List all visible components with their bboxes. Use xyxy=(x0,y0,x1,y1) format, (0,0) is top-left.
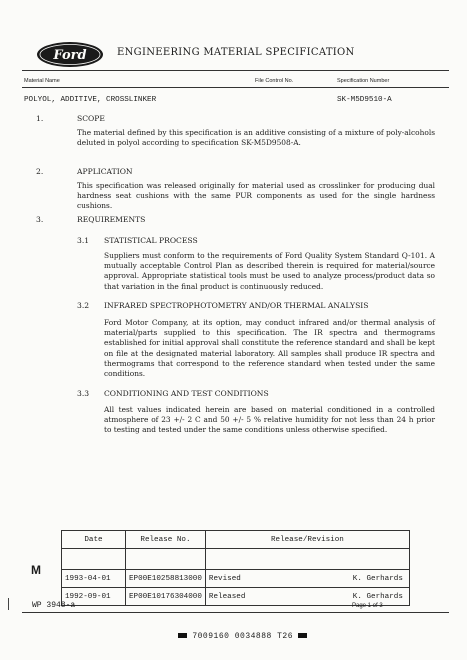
section-heading-requirements: REQUIREMENTS xyxy=(77,215,146,224)
subsection-heading-conditioning: CONDITIONING AND TEST CONDITIONS xyxy=(104,389,269,398)
margin-tick xyxy=(8,598,9,610)
column-header-release-revision: Release/Revision xyxy=(205,531,409,549)
subsection-heading-infrared: INFRARED SPECTROPHOTOMETRY AND/OR THERMAL ANALYSIS xyxy=(104,301,369,310)
barcode-text: 7009160 0034888 T26 xyxy=(192,632,294,641)
barcode-block-right xyxy=(298,633,307,638)
revision-action: Released xyxy=(205,588,277,606)
footer-divider xyxy=(22,612,449,613)
conditioning-text: All test values indicated herein are based on material conditioned in a controlled atmosphere of 23 +/- 2 C and 50 +/- 5 % relative humidity for not less than 24 h prior to testing and tested under the same conditions unless otherwise specified. xyxy=(104,405,435,435)
ford-logo xyxy=(36,41,104,68)
revision-by: K. Gerhards xyxy=(277,570,409,588)
ford-logo-text: Ford xyxy=(53,48,87,63)
section-heading-scope: SCOPE xyxy=(77,114,105,123)
spec-number-label: Specification Number xyxy=(337,78,390,84)
form-number: WP 3948-a xyxy=(32,601,76,610)
section-number: 3. xyxy=(36,215,44,224)
revision-table-header xyxy=(62,531,410,549)
barcode-line xyxy=(178,632,307,641)
document-title: ENGINEERING MATERIAL SPECIFICATION xyxy=(117,47,355,58)
barcode-block-left xyxy=(178,633,187,638)
margin-mark: M xyxy=(31,563,41,577)
subsection-number: 3.3 xyxy=(77,389,90,398)
fields-divider xyxy=(22,87,449,88)
table-row xyxy=(62,570,410,588)
scope-text: The material defined by this specification is an additive consisting of a mixture of poly-alcohols deluted in polyol according to specification SK-M5D9508-A. xyxy=(77,128,435,148)
revision-date: 1992-09-01 xyxy=(62,588,126,606)
infrared-text: Ford Motor Company, at its option, may conduct infrared and/or thermal analysis of material/parts supplied to this specification. The IR spectra and thermograms established for initial approval shall constitute the reference standard and shall be kept on file at the designated material laboratory. All samples shall produce IR spectra and thermograms that correspond to the reference standard when tested under the same conditions. xyxy=(104,318,435,379)
revision-release-no: EP00E10176304000 xyxy=(126,588,206,606)
revision-table xyxy=(61,530,410,606)
revision-action: Revised xyxy=(205,570,277,588)
table-row-empty xyxy=(62,549,410,570)
section-number: 1. xyxy=(36,114,44,123)
section-number: 2. xyxy=(36,167,44,176)
subsection-number: 3.1 xyxy=(77,236,90,245)
subsection-heading-statistical: STATISTICAL PROCESS xyxy=(104,236,198,245)
application-text: This specification was released originally for material used as crosslinker for producing dual hardness seat cushions with the same PUR components as used for the single hardness cushions. xyxy=(77,181,435,211)
revision-by: K. Gerhards xyxy=(277,588,409,606)
page-number: Page 1 of 3 xyxy=(352,603,383,609)
material-name-value: POLYOL, ADDITIVE, CROSSLINKER xyxy=(24,96,157,104)
column-header-date: Date xyxy=(62,531,126,549)
section-heading-application: APPLICATION xyxy=(77,167,133,176)
subsection-number: 3.2 xyxy=(77,301,90,310)
spec-number-value: SK-M5D9510-A xyxy=(337,96,392,104)
header-divider xyxy=(22,70,449,71)
revision-date: 1993-04-01 xyxy=(62,570,126,588)
statistical-process-text: Suppliers must conform to the requirements of Ford Quality System Standard Q-101. A mutually acceptable Control Plan as described therein is required for material/source approval. Appropriate statistical tools must be used to analyze process/product data so that variation in the final product is continuously reduced. xyxy=(104,251,435,291)
material-name-label: Material Name xyxy=(24,78,60,84)
revision-release-no: EP00E10258813000 xyxy=(126,570,206,588)
file-control-label: File Control No. xyxy=(255,78,294,84)
column-header-release-no: Release No. xyxy=(126,531,206,549)
